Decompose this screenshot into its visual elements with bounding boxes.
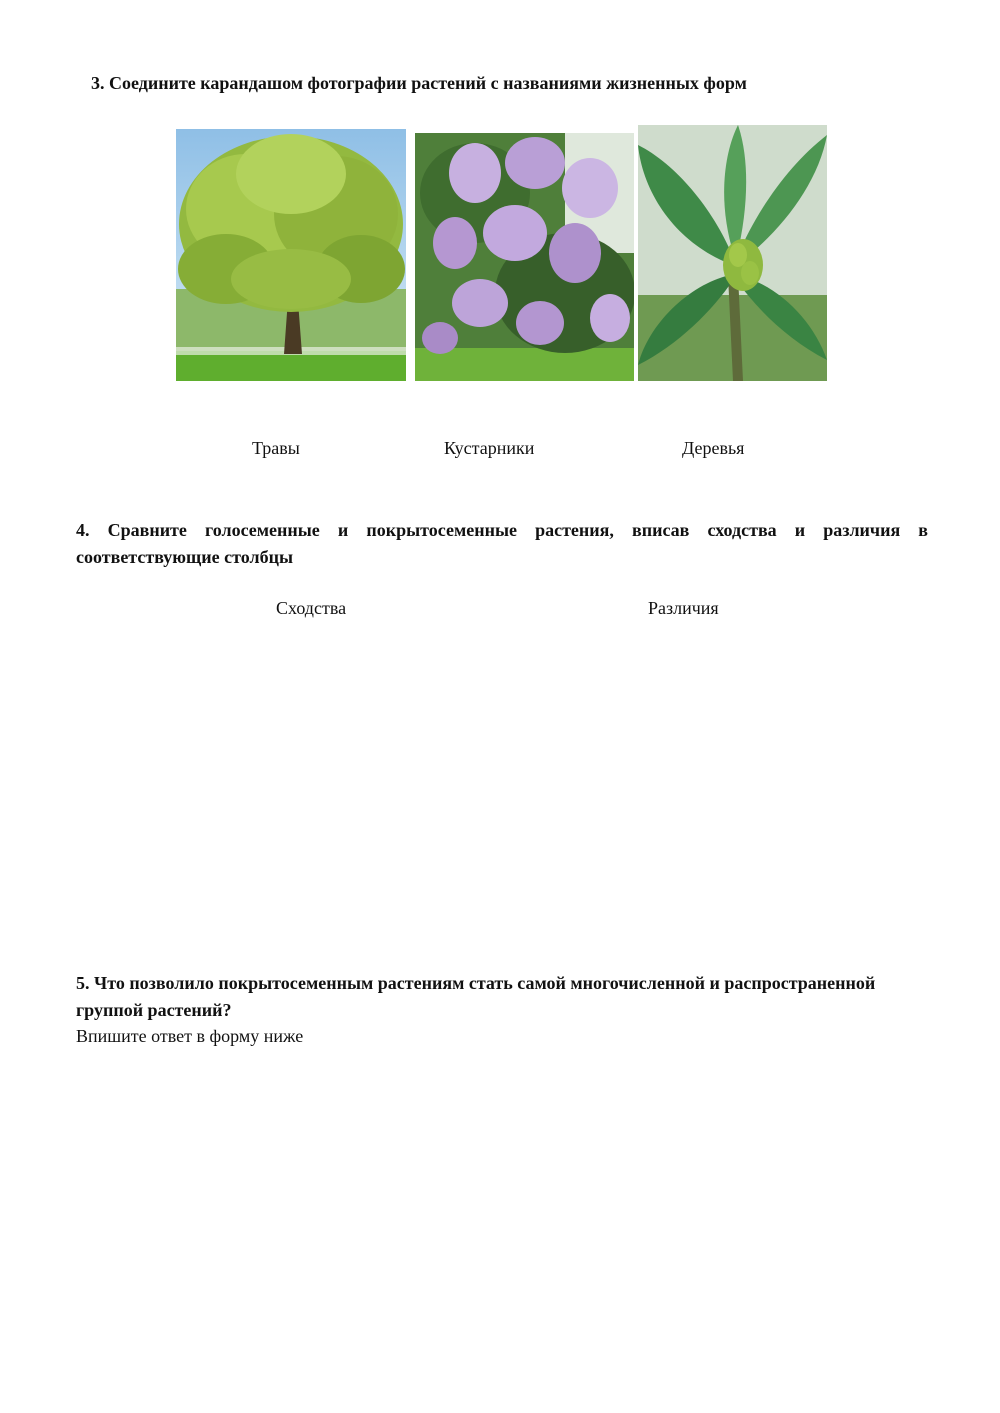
label-shrubs[interactable]: Кустарники	[444, 438, 535, 458]
differences-answer-area[interactable]	[506, 630, 926, 950]
column-similarities-header: Сходства	[276, 598, 347, 618]
question-3-title: 3. Соедините карандашом фотографии растений с названиями жизненных форм	[91, 73, 747, 93]
question-4-title: 4. Сравните голосеменные и покрытосеменные растения, вписав сходства и различия в соответствующие столбцы	[76, 520, 928, 567]
banana-plant-photo[interactable]	[638, 125, 827, 381]
tree-illustration	[176, 129, 406, 381]
column-differences-header: Различия	[648, 598, 719, 618]
lilac-photo[interactable]	[415, 133, 634, 381]
label-trees[interactable]: Деревья	[682, 438, 745, 458]
similarities-answer-area[interactable]	[76, 630, 496, 950]
question-5-hint: Впишите ответ в форму ниже	[76, 1026, 304, 1046]
question-5-answer-area[interactable]	[76, 1060, 928, 1360]
banana-plant-illustration	[638, 125, 827, 381]
question-5-title: 5. Что позволило покрытосеменным растениям стать самой многочисленной и распространенной группой растений?	[76, 973, 876, 1020]
label-herbs[interactable]: Травы	[252, 438, 300, 458]
lilac-illustration	[415, 133, 634, 381]
tree-photo[interactable]	[176, 129, 406, 381]
